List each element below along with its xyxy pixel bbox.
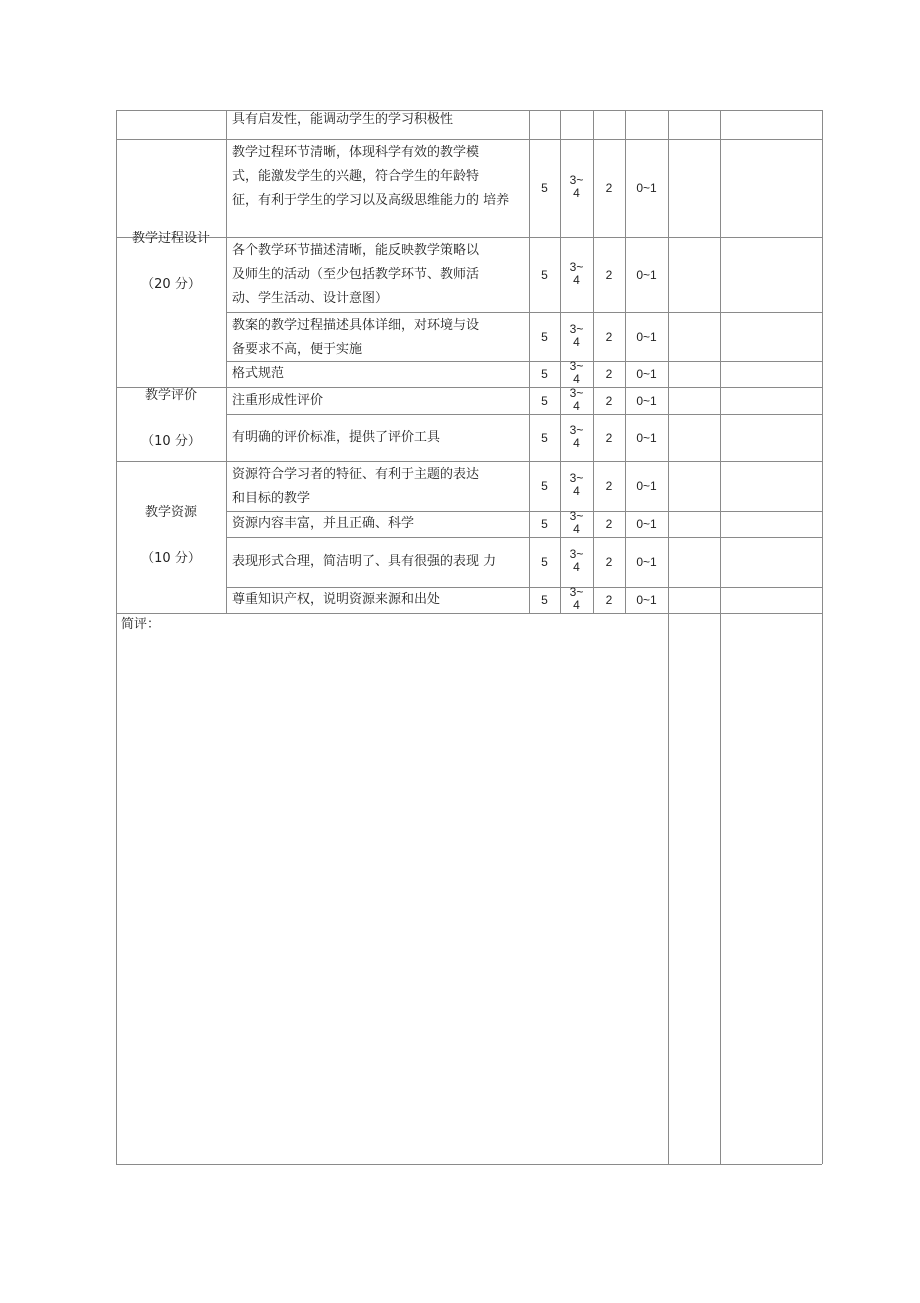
score-poor: 0~1 xyxy=(636,593,657,607)
table-rule xyxy=(116,461,822,462)
score-fair: 2 xyxy=(605,393,613,408)
comment-label: 简评： xyxy=(121,617,161,632)
score-good: 3~4 xyxy=(569,422,584,450)
score-poor: 0~1 xyxy=(636,517,657,531)
section-points: （10 分） xyxy=(141,434,201,449)
score-fair: 2 xyxy=(605,593,613,607)
score-excellent: 5 xyxy=(541,367,548,381)
table-rule xyxy=(226,361,822,362)
score-fair: 2 xyxy=(605,555,613,569)
table-border xyxy=(116,110,117,1164)
section-name: 教学评价 xyxy=(144,388,197,403)
score-fair: 2 xyxy=(605,517,613,531)
section-points: （10 分） xyxy=(141,551,201,566)
score-fair: 2 xyxy=(605,367,613,381)
criterion-text: 征，有利于学生的学习以及高级思维能力的 培养 xyxy=(232,193,510,208)
score-good: 3~4 xyxy=(569,585,584,612)
score-poor: 0~1 xyxy=(636,393,657,408)
score-good: 3~4 xyxy=(569,259,584,287)
criterion-text: 资源符合学习者的特征、有利于主题的表达 xyxy=(232,467,480,482)
score-fair: 2 xyxy=(605,479,613,493)
section-points: （20 分） xyxy=(141,277,201,292)
criterion-text: 式，能激发学生的兴趣，符合学生的年龄特 xyxy=(232,169,480,184)
criterion-text: 教学过程环节清晰，体现科学有效的教学模 xyxy=(232,145,480,160)
score-excellent: 5 xyxy=(541,555,548,569)
criterion-text: 资源内容丰富，并且正确、科学 xyxy=(232,516,415,531)
table-rule xyxy=(116,1164,822,1165)
score-poor: 0~1 xyxy=(636,329,657,344)
score-good: 3~4 xyxy=(569,471,584,498)
criterion-text: 格式规范 xyxy=(232,366,285,381)
score-excellent: 5 xyxy=(541,593,548,607)
table-rule xyxy=(116,613,822,614)
table-rule xyxy=(668,110,669,1164)
criterion-text: 及师生的活动（至少包括教学环节、教师活 xyxy=(232,267,480,282)
table-rule xyxy=(226,511,822,512)
score-good: 3~4 xyxy=(569,173,584,200)
section-name: 教学资源 xyxy=(144,505,197,520)
table-rule xyxy=(226,312,822,313)
table-rule xyxy=(226,414,822,415)
score-good: 3~4 xyxy=(569,509,584,536)
score-poor: 0~1 xyxy=(636,267,657,282)
table-rule xyxy=(720,110,721,1164)
score-good: 3~4 xyxy=(569,321,584,349)
table-rule xyxy=(116,139,822,140)
score-poor: 0~1 xyxy=(636,479,657,493)
criterion-text: 表现形式合理，简洁明了、具有很强的表现 力 xyxy=(232,554,497,569)
criterion-text: 尊重知识产权，说明资源来源和出处 xyxy=(232,592,441,607)
score-good: 3~4 xyxy=(569,359,584,386)
score-excellent: 5 xyxy=(541,479,548,493)
score-poor: 0~1 xyxy=(636,555,657,569)
score-fair: 2 xyxy=(605,329,613,344)
table-rule xyxy=(226,537,822,538)
criterion-text: 和目标的教学 xyxy=(232,491,311,506)
criterion-text: 各个教学环节描述清晰，能反映教学策略以 xyxy=(232,243,480,258)
table-rule xyxy=(116,110,822,111)
score-poor: 0~1 xyxy=(636,430,657,445)
criterion-text: 具有启发性，能调动学生的学习积极性 xyxy=(232,112,454,127)
score-excellent: 5 xyxy=(541,267,548,282)
score-excellent: 5 xyxy=(541,181,548,195)
score-excellent: 5 xyxy=(541,430,548,445)
table-rule xyxy=(226,110,227,613)
criterion-text: 教案的教学过程描述具体详细，对环境与设 xyxy=(232,318,480,333)
score-excellent: 5 xyxy=(541,329,548,344)
table-border xyxy=(822,110,823,1164)
score-fair: 2 xyxy=(605,430,613,445)
table-rule xyxy=(560,110,561,613)
criterion-text: 注重形成性评价 xyxy=(232,393,324,408)
score-fair: 2 xyxy=(605,267,613,282)
section-name: 教学过程设计 xyxy=(131,231,210,246)
criterion-text: 有明确的评价标准，提供了评价工具 xyxy=(232,430,441,445)
score-fair: 2 xyxy=(605,181,613,195)
score-poor: 0~1 xyxy=(636,367,657,381)
score-excellent: 5 xyxy=(541,517,548,531)
score-good: 3~4 xyxy=(569,547,584,574)
score-good: 3~4 xyxy=(569,385,584,413)
criterion-text: 动、学生活动、设计意图） xyxy=(232,291,389,306)
score-poor: 0~1 xyxy=(636,181,657,195)
criterion-text: 备要求不高，便于实施 xyxy=(232,342,363,357)
table-rule xyxy=(226,587,822,588)
score-excellent: 5 xyxy=(541,393,548,408)
